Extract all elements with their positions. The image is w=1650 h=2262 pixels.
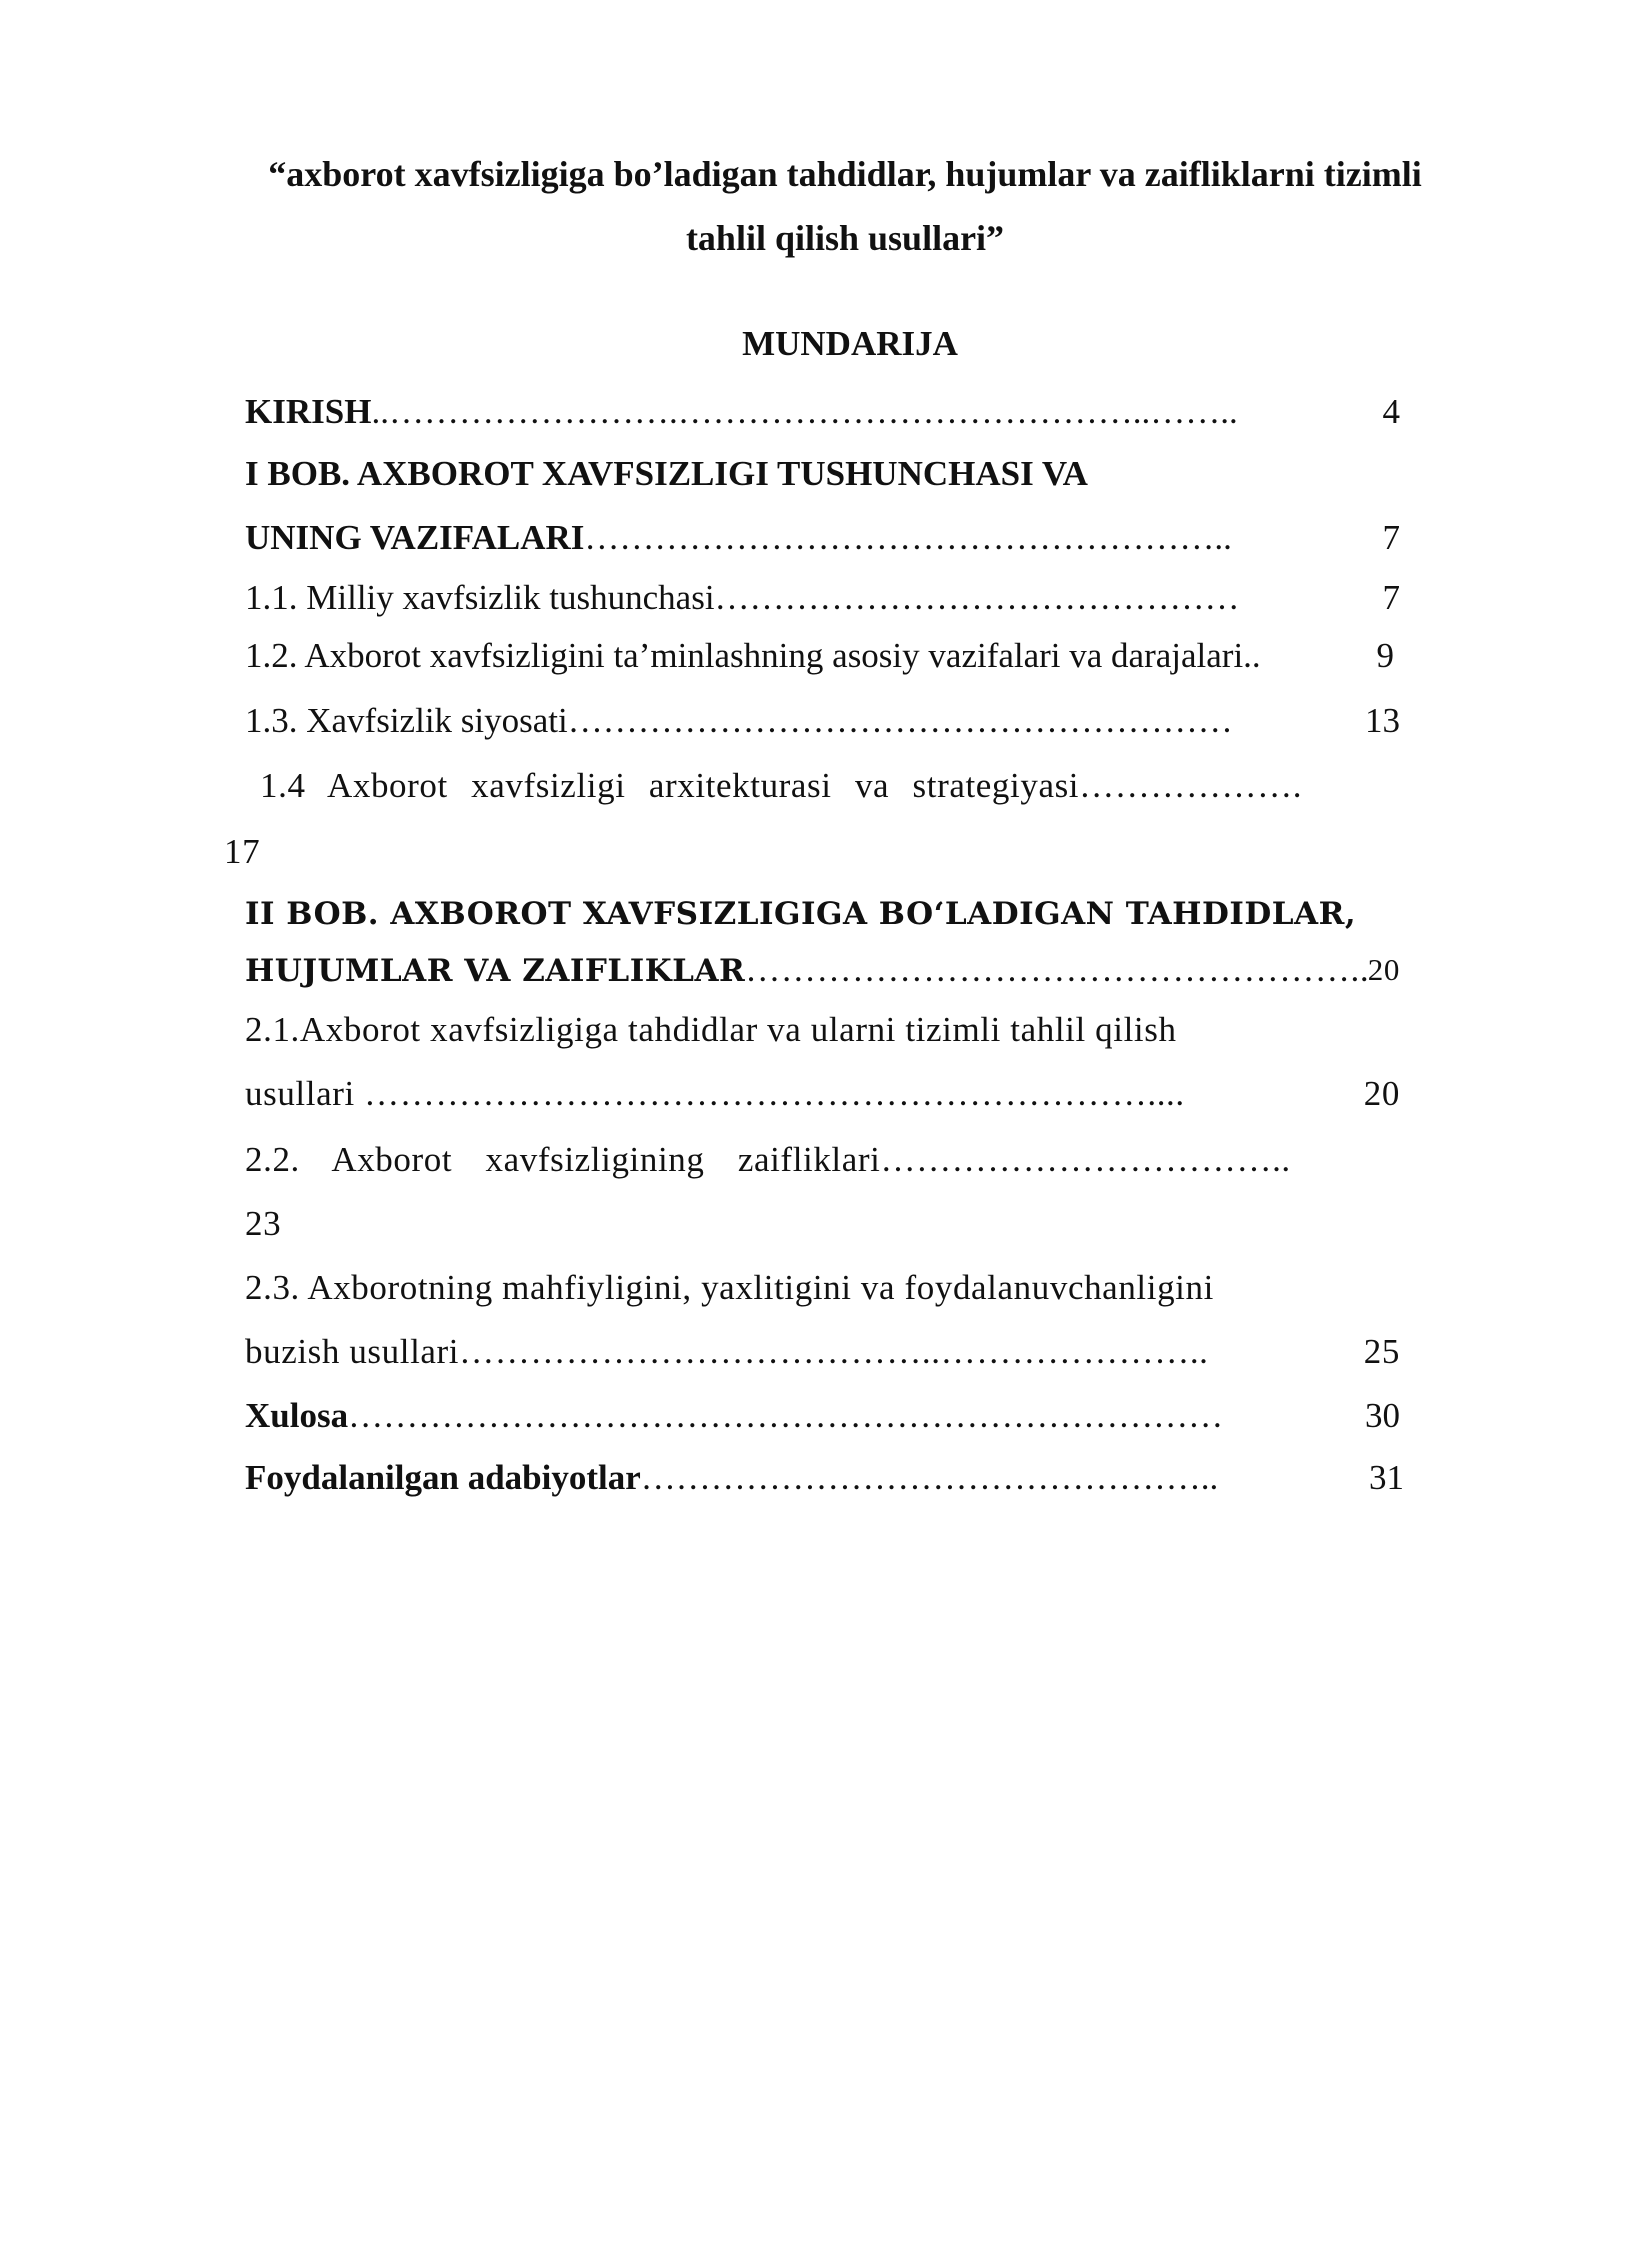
- toc-entry-xulosa: [245, 1394, 1400, 1438]
- toc-page-number: 7: [1382, 518, 1400, 557]
- toc-leader-dots: …………………………………………………: [567, 701, 1233, 740]
- toc-page-number: 30: [1365, 1396, 1400, 1435]
- toc-leader-dots: ……………….: [1079, 766, 1303, 805]
- toc-leader-dots: …………………………………………………………....: [364, 1074, 1185, 1113]
- toc-page-number: 9: [1376, 636, 1394, 675]
- toc-entry-1-3: [245, 699, 1400, 743]
- toc-entry-1-2: [245, 634, 1400, 678]
- toc-entry-label: HUJUMLAR VA ZAIFLIKLAR: [245, 953, 746, 989]
- toc-leader-dots: …………………………………..…………………..: [459, 1332, 1209, 1371]
- toc-entry-2-3: [245, 1330, 1400, 1374]
- toc-entry-bob1: [245, 516, 1400, 560]
- toc-entry-2-3-line1: 2.3. Axborotning mahfiyligini, yaxlitigini va foydalanuvchanligini: [245, 1268, 1214, 1307]
- toc-page-number: 20: [1363, 1074, 1400, 1113]
- toc-page-number-2-2: 23: [245, 1204, 282, 1243]
- document-title-line-2: tahlil qilish usullari”: [685, 218, 1005, 258]
- toc-entry-bob1-line1: I BOB. AXBOROT XAVFSIZLIGI TUSHUNCHASI VA: [245, 454, 1088, 493]
- toc-entry-label: 1.4 Axborot xavfsizligi arxitekturasi va strategiyasi: [260, 766, 1080, 805]
- toc-entry-2-1-line1: 2.1.Axborot xavfsizligiga tahdidlar va ularni tizimli tahlil qilish: [245, 1010, 1177, 1049]
- toc-entry-bob2: [245, 948, 1400, 993]
- toc-leader-dots: …………………………………………………………………: [348, 1396, 1224, 1435]
- toc-page-number: 7: [1382, 578, 1400, 617]
- toc-page-number: 20: [1367, 952, 1400, 987]
- toc-leader-dots: ………………………………………………..: [584, 518, 1232, 557]
- toc-entry-label: 1.2. Axborot xavfsizligini ta’minlashning asosiy vazifalari va darajalari..: [245, 636, 1261, 675]
- toc-leader-dots: ………………………………………: [714, 578, 1240, 617]
- toc-entry-adabiyotlar: [245, 1456, 1404, 1500]
- toc-leader-dots: ……………………………..: [880, 1140, 1291, 1179]
- toc-entry-label: usullari: [245, 1074, 355, 1113]
- toc-page-number: 31: [1369, 1458, 1404, 1497]
- toc-entry-1-1: [245, 576, 1400, 620]
- toc-entry-label: UNING VAZIFALARI: [245, 518, 585, 557]
- toc-leader-dots: …………………………………………..: [640, 1458, 1219, 1497]
- toc-page-number: 4: [1382, 392, 1400, 431]
- document-title-line-1: “axborot xavfsizligiga bo’ladigan tahdidlar, hujumlar va zaifliklarni tizimli: [268, 154, 1422, 194]
- toc-leader-dots: ..…………………….…………………………………..……..: [371, 392, 1238, 431]
- toc-entry-1-4: [260, 764, 1400, 808]
- toc-entry-label: 2.2. Axborot xavfsizligining zaifliklari: [245, 1140, 881, 1179]
- toc-page-number-1-4: 17: [224, 832, 261, 871]
- toc-entry-label: 1.3. Xavfsizlik siyosati: [245, 701, 568, 740]
- toc-entry-2-1: [245, 1072, 1400, 1116]
- toc-leader-dots: ……………………………………………..: [745, 950, 1370, 989]
- toc-page-number: 13: [1365, 701, 1400, 740]
- toc-entry-bob2-line1: II BOB. AXBOROT XAVFSIZLIGIGA BO‘LADIGAN TAHDIDLAR,: [245, 896, 1357, 932]
- toc-entry-label: Foydalanilgan adabiyotlar: [245, 1458, 641, 1497]
- toc-page-number: 25: [1363, 1332, 1400, 1371]
- toc-entry-label: KIRISH: [245, 392, 372, 431]
- toc-heading: MUNDARIJA: [742, 324, 958, 363]
- toc-entry-2-2: [245, 1138, 1400, 1182]
- toc-entry-kirish: [245, 390, 1400, 434]
- toc-entry-label: Xulosa: [245, 1396, 349, 1435]
- toc-entry-label: buzish usullari: [245, 1332, 460, 1371]
- toc-entry-label: 1.1. Milliy xavfsizlik tushunchasi: [245, 578, 715, 617]
